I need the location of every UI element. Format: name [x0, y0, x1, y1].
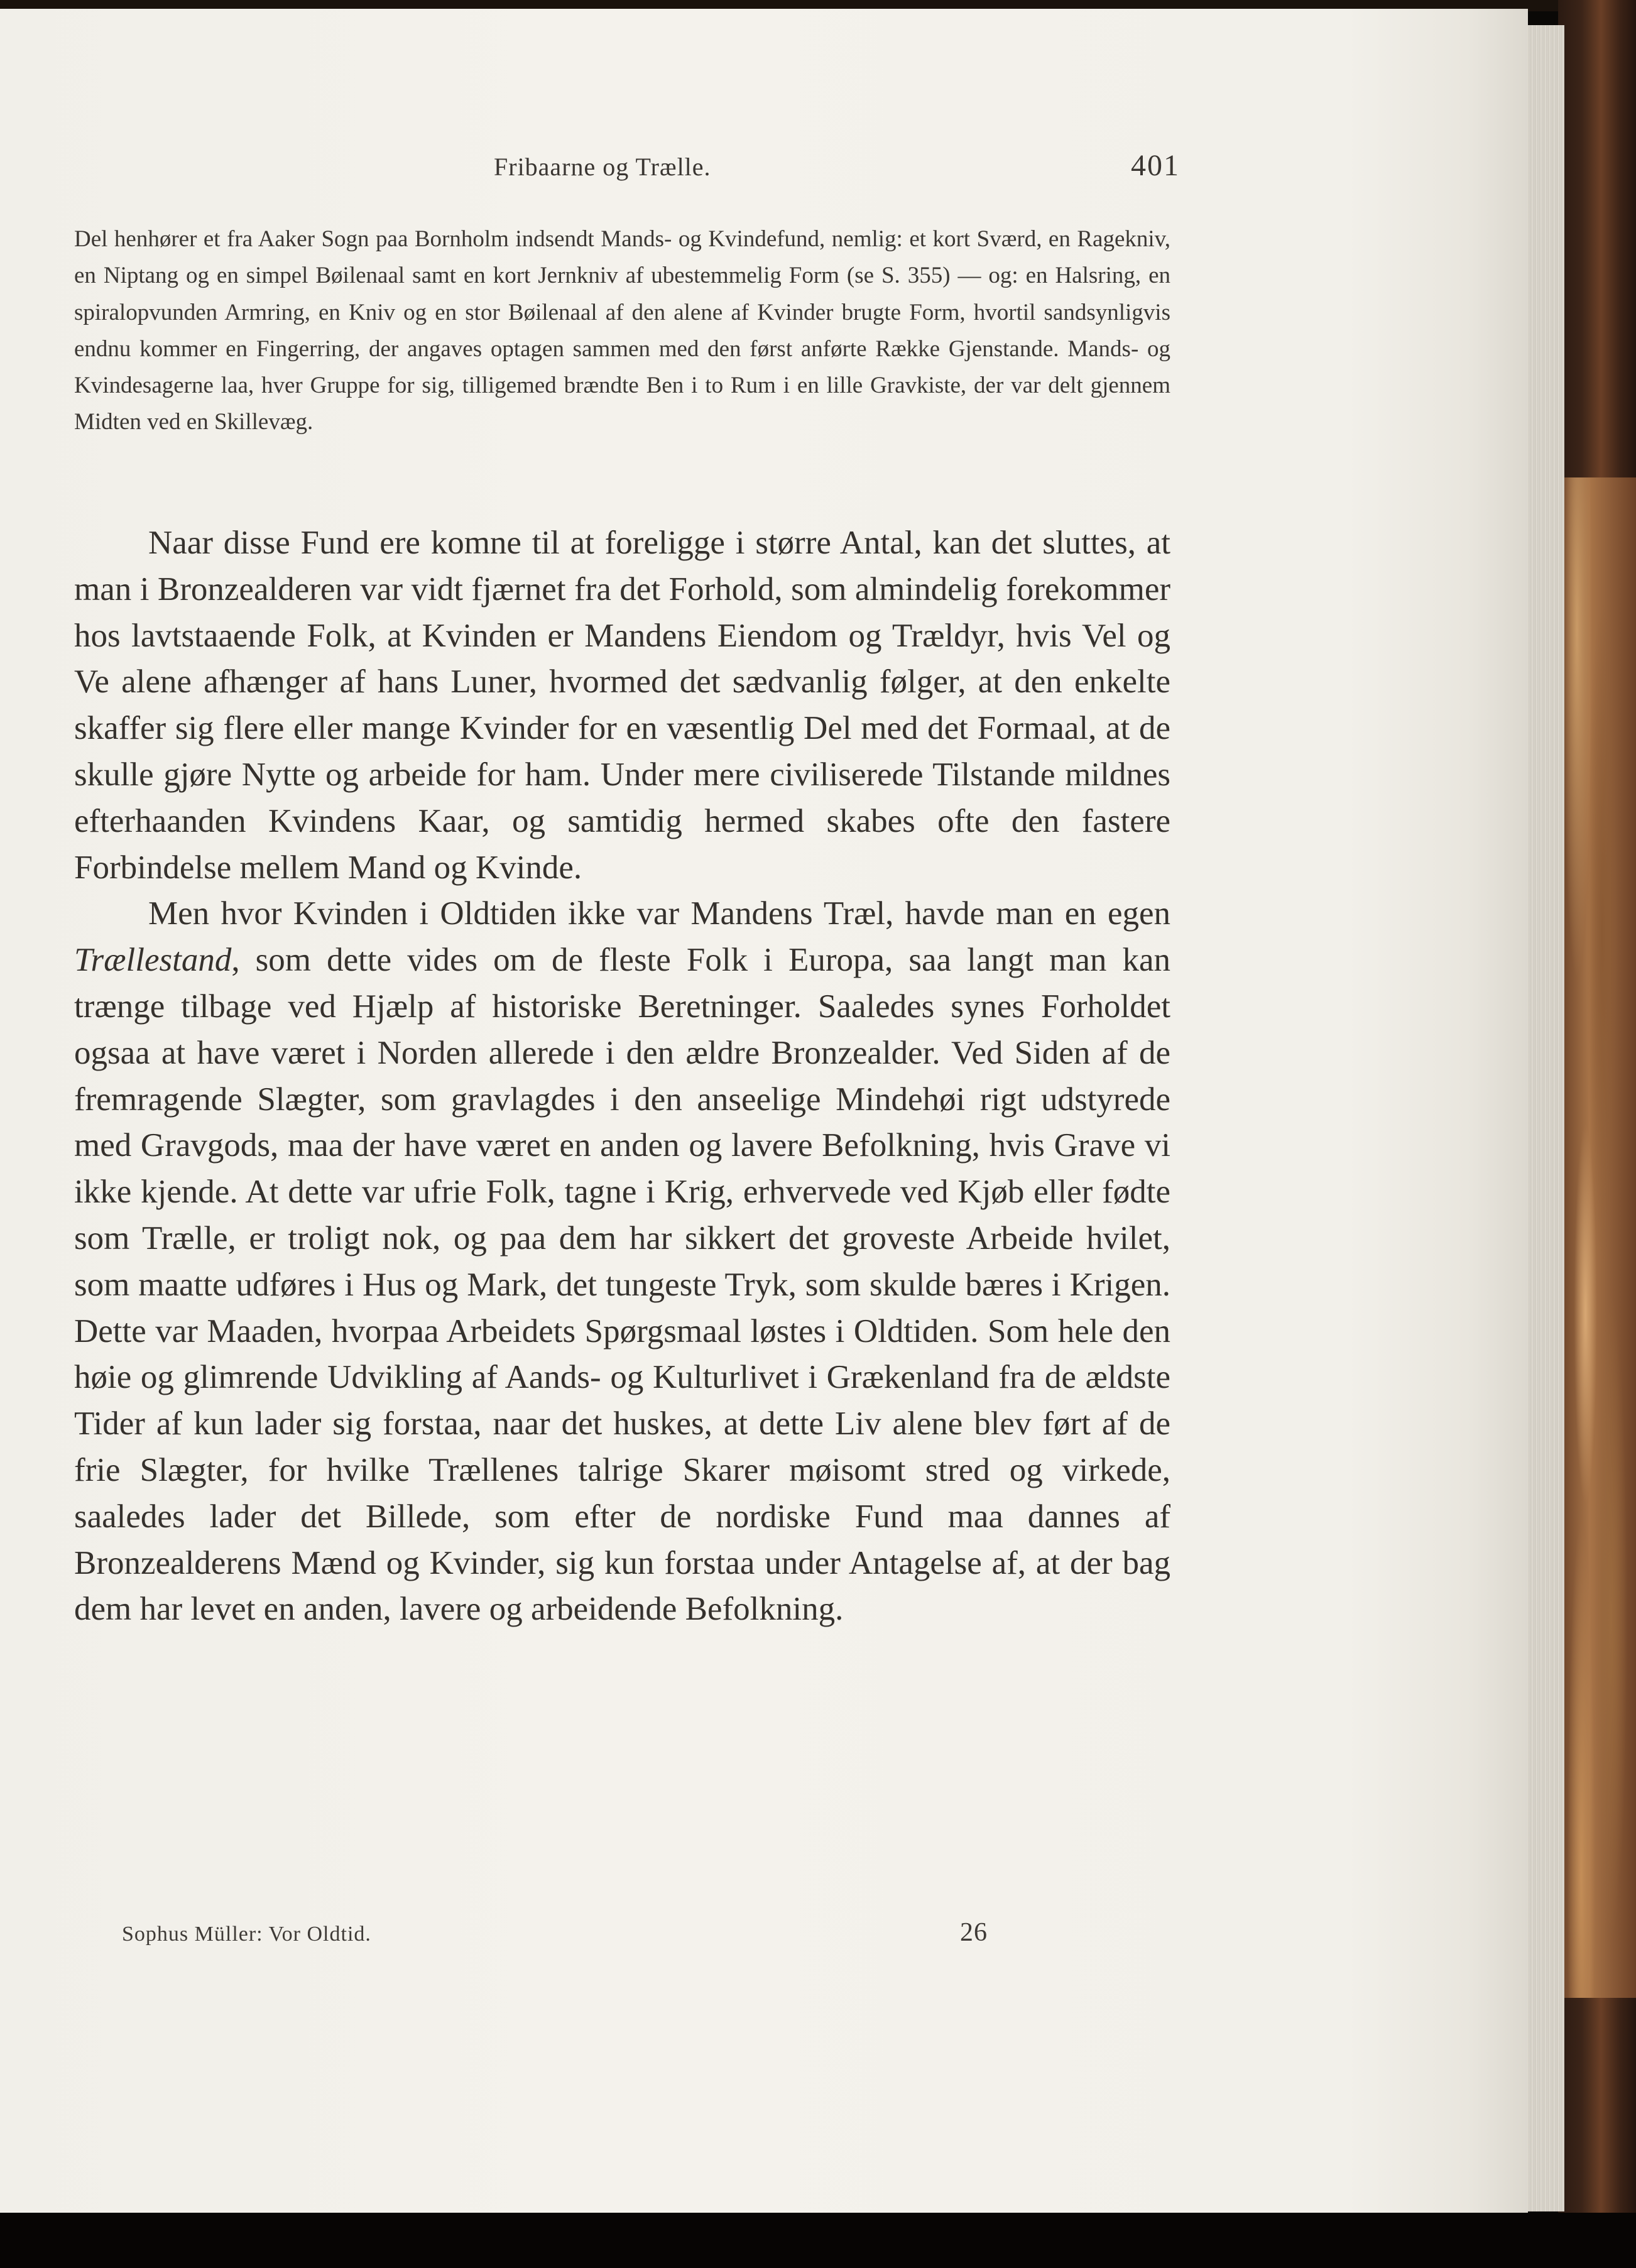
paragraph-2-start: Men hvor Kvinden i Oldtiden ikke var Mandens Træl, havde man en egen: [148, 895, 1170, 932]
running-head: [0, 146, 1528, 190]
paragraph-1: Naar disse Fund ere komne til at foreligge i større Antal, kan det sluttes, at man i Bronzealderen var vidt fjærnet fra det Forhold, som almindelig forekommer hos lavtstaaende Folk, at Kvinden er Mandens Eiendom og Trældyr, hvis Vel og Ve alene afhænger af hans Luner, hvormed det sædvanlig følger, at den enkelte skaffer sig flere eller mange Kvinder for en væsentlig Del med det Formaal, at de skulle gjøre Nytte og arbeide for ham. Under mere civiliserede Tilstande mildnes efterhaanden Kvindens Kaar, og samtidig hermed skabes ofte den fastere Forbindelse mellem Mand og Kvinde.: [74, 525, 1170, 886]
marbled-cover: [1552, 477, 1636, 1998]
footer-author: Sophus Müller: Vor Oldtid.: [122, 1922, 371, 1946]
signature-mark: 26: [960, 1918, 988, 1947]
bottom-dark-strip: [0, 2213, 1636, 2268]
small-type-paragraph: Del henhører et fra Aaker Sogn paa Bornholm indsendt Mands- og Kvindefund, nemlig: et kort Sværd, en Ragekniv, en Niptang og en simpel Bøilenaal samt en kort Jernkniv af ubestemmelig Form (se S. 355) — og: en Halsring, en spiralopvunden Armring, en Kniv og en stor Bøilenaal af den alene af Kvinder brugte Form, hvortil sandsynligvis endnu kommer en Fingerring, der angaves optagen sammen med den først anførte Række Gjenstande. Mands- og Kvindesagerne laa, hver Gruppe for sig, tilligemed brændte Ben i to Rum i en lille Gravkiste, der var delt gjennem Midten ved en Skillevæg.: [74, 226, 1170, 435]
main-text: [74, 520, 1170, 1633]
page-footer: [0, 1917, 1528, 1955]
emphasis-term: Trællestand: [74, 942, 232, 979]
page-number: 401: [1131, 149, 1180, 182]
paragraph-2: [74, 891, 1170, 1633]
running-title: Fribaarne og Trælle.: [494, 153, 711, 181]
paragraph-2-rest: , som dette vides om de fleste Folk i Europa, saa langt man kan trænge tilbage ved Hjælp af historiske Beretninger. Saaledes synes Forholdet ogsaa at have været i Norden allerede i den ældre Bronzealder. Ved Siden af de fremragende Slægter, som gravlagdes i den anseelige Mindehøi rigt udstyrede med Gravgods, maa der have været en anden og lavere Befolkning, hvis Grave vi ikke kjende. At dette var ufrie Folk, tagne i Krig, erhvervede ved Kjøb eller fødte som Trælle, er troligt nok, og paa dem har sikkert det groveste Arbeide hvilet, som maatte udføres i Hus og Mark, det tungeste Tryk, som skulde bæres i Krigen. Dette var Maaden, hvorpaa Arbeidets Spørgsmaal løstes i Oldtiden. Som hele den høie og glimrende Udvikling af Aands- og Kulturlivet i Grækenland fra de ældste Tider af kun lader sig forstaa, naar det huskes, at dette Liv alene blev ført af de frie Slægter, for hvilke Trællenes talrige Skarer møisomt stred og virkede, saaledes lader det Billede, som efter de nordiske Fund maa dannes af Bronzealderens Mænd og Kvinder, sig kun forstaa under Antagelse af, at der bag dem har levet en anden, lavere og arbeidende Befolkning.: [74, 942, 1170, 1628]
